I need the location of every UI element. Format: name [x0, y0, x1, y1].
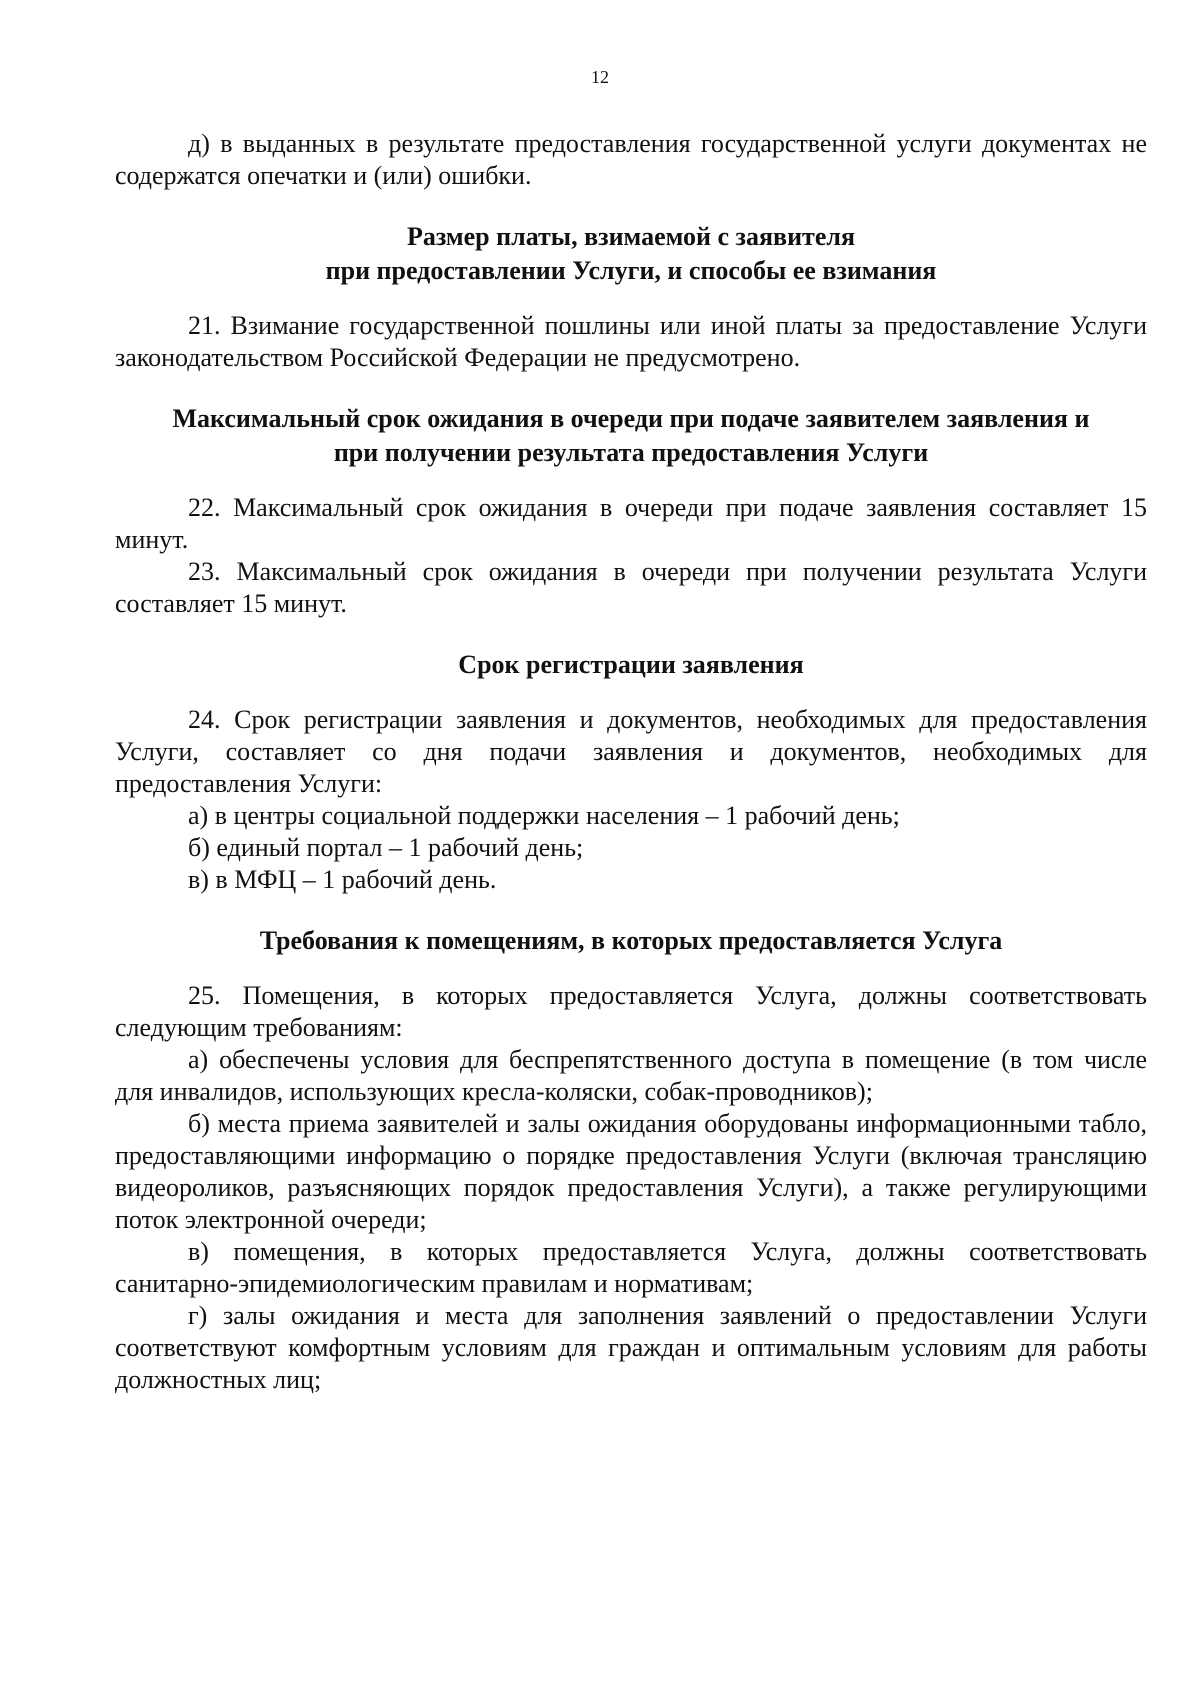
paragraph-24: 24. Срок регистрации заявления и документов, необходимых для предоставления Услуги, составляет со дня подачи заявления и документов, необходимых для предоставления Услуги: [115, 705, 1147, 798]
paragraph-25: 25. Помещения, в которых предоставляется Услуга, должны соответствовать следующим требованиям: [115, 981, 1147, 1042]
paragraph-21: 21. Взимание государственной пошлины или иной платы за предоставление Услуги законодательством Российской Федерации не предусмотрено. [115, 311, 1147, 372]
heading-fee [115, 220, 1147, 288]
paragraph-24b: б) единый портал – 1 рабочий день; [188, 833, 584, 862]
paragraph-d: д) в выданных в результате предоставления государственной услуги документах не содержатся опечатки и (или) ошибки. [115, 129, 1147, 190]
heading-premises: Требования к помещениям, в которых предоставляется Услуга [259, 926, 1003, 955]
heading-fee-line2: при предоставлении Услуги, и способы ее взимания [325, 256, 937, 285]
heading-queue-line1: Максимальный срок ожидания в очереди при подаче заявителем заявления и [172, 404, 1090, 433]
paragraph-24a: а) в центры социальной поддержки населения – 1 рабочий день; [188, 801, 900, 830]
paragraph-25c: в) помещения, в которых предоставляется Услуга, должны соответствовать санитарно-эпидемиологическим правилам и нормативам; [115, 1237, 1147, 1298]
page-number: 12 [591, 67, 609, 87]
heading-queue [115, 402, 1147, 470]
paragraph-25d: г) залы ожидания и места для заполнения заявлений о предоставлении Услуги соответствуют комфортным условиям для граждан и оптимальным условиям для работы должностных лиц; [115, 1301, 1147, 1394]
paragraph-25b: б) места приема заявителей и залы ожидания оборудованы информационными табло, предоставляющими информацию о порядке предоставления Услуги (включая трансляцию видеороликов, разъясняющих порядок предоставления Услуги), а также регулирующими поток электронной очереди; [115, 1109, 1147, 1234]
paragraph-25a: а) обеспечены условия для беспрепятственного доступа в помещение (в том числе для инвалидов, использующих кресла-коляски, собак-проводников); [115, 1045, 1147, 1106]
paragraph-24c: в) в МФЦ – 1 рабочий день. [188, 865, 497, 894]
heading-queue-line2: при получении результата предоставления Услуги [333, 438, 929, 467]
paragraph-22: 22. Максимальный срок ожидания в очереди при подаче заявления составляет 15 минут. [115, 493, 1147, 554]
paragraph-23: 23. Максимальный срок ожидания в очереди при получении результата Услуги составляет 15 минут. [115, 557, 1147, 618]
document-body [115, 128, 1147, 1396]
heading-registration: Срок регистрации заявления [458, 650, 804, 679]
heading-fee-line1: Размер платы, взимаемой с заявителя [406, 222, 856, 251]
